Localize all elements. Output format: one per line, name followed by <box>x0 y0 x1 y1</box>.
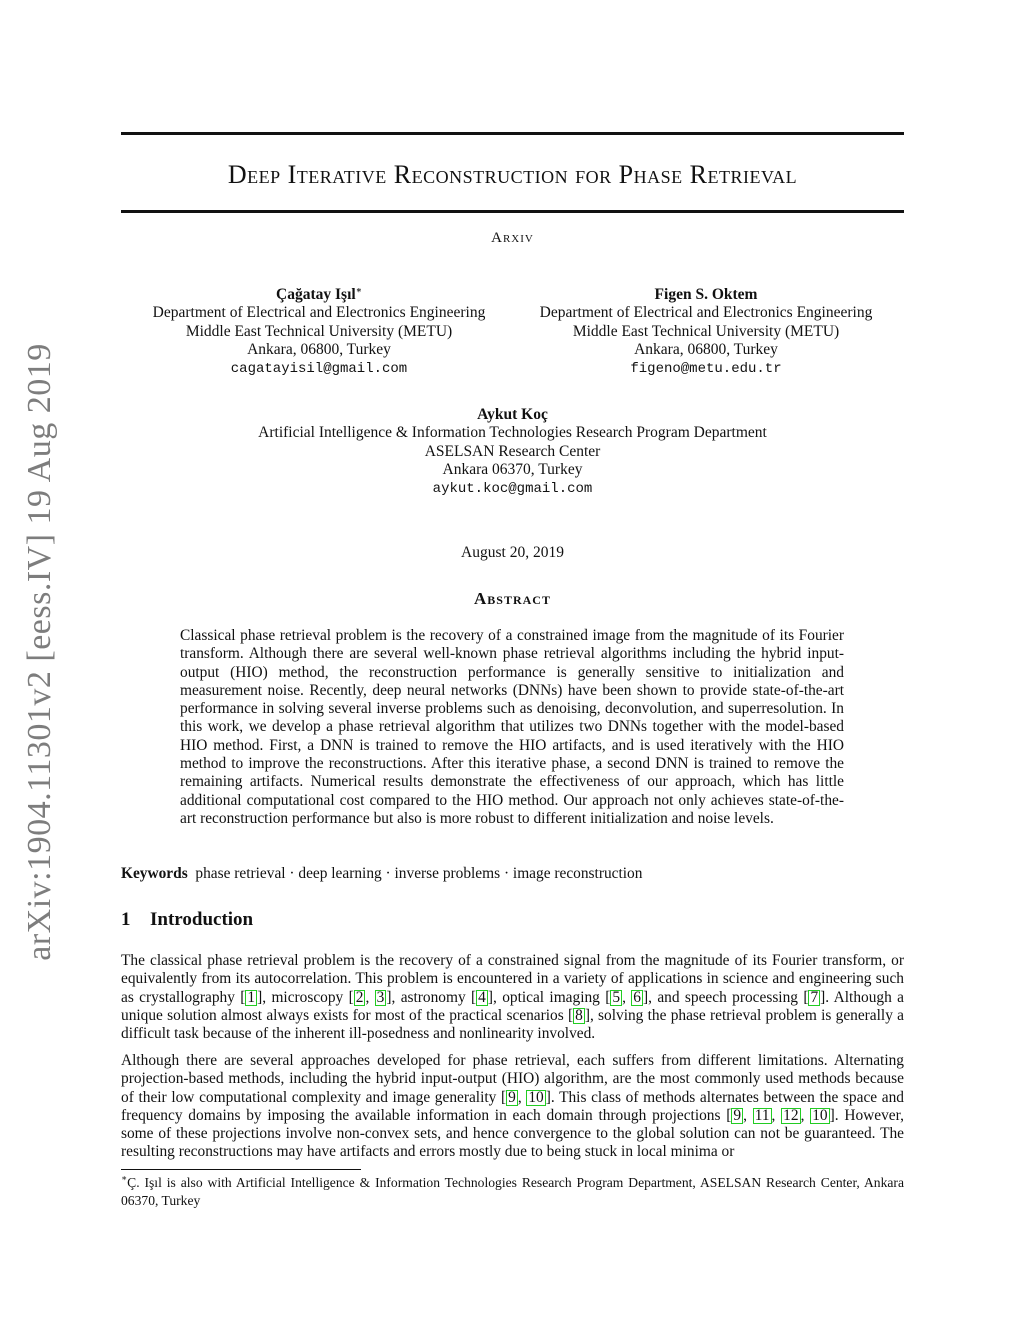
author-city: Ankara, 06800, Turkey <box>247 341 391 359</box>
title-top-rule <box>121 132 904 135</box>
abstract-heading: Abstract <box>474 589 551 608</box>
intro-paragraph-2: Although there are several approaches developed for phase retrieval, each suffers from different limitations. Alternating projection-based methods, including the hybrid input-output (HIO) algorithm, are the most commonly used methods because of their low computational complexity and image generality [ 9 , 10 ]. This class of methods alternates between the space and frequency domains by imposing the available information in each domain through projections [ 9 , 11 , 12 , 10 ]. However, some of these projections involve non-convex sets, and hence convergence to the global solution can not be guaranteed. The resulting reconstructions may have artifacts and errors mostly due to being stuck in local minima or <box>121 1052 904 1161</box>
author-dept: Department of Electrical and Electronics Engineering <box>152 304 486 322</box>
citation-link[interactable]: 5 <box>612 988 621 1006</box>
footnote-mark: ∗ <box>121 1173 128 1183</box>
keywords-list: phase retrieval · deep learning · inverse problems · image reconstruction <box>195 865 643 882</box>
author-name: Çağatay Işıl∗ <box>276 285 362 303</box>
author-block-1 <box>121 286 517 378</box>
title-bottom-rule <box>121 210 904 213</box>
citation-link[interactable]: 1 <box>247 988 256 1006</box>
author-city: Ankara 06370, Turkey <box>442 461 583 479</box>
citation-link[interactable]: 6 <box>633 988 641 1006</box>
footnote-text: Ç. Işıl is also with Artificial Intelligence & Information Technologies Research Program Department, ASELSAN Research Center, Ankara 06370, Turkey <box>121 1175 904 1208</box>
author-block-2 <box>508 286 904 378</box>
section-heading <box>121 909 253 931</box>
author-email[interactable]: cagatayisil@gmail.com <box>230 360 408 377</box>
citation-link[interactable]: 10 <box>812 1106 828 1124</box>
keywords-line <box>121 865 642 883</box>
citation-link[interactable]: 7 <box>810 988 819 1006</box>
intro-paragraph-1: The classical phase retrieval problem is the recovery of a constrained signal from the magnitude of its Fourier transform, or equivalently from its autocorrelation. This problem is encountered in a variety of applications in science and engineering such as crystallography [ 1 ], microscopy [ 2 , 3 ], astronomy [ 4 ], optical imaging [ 5 , 6 ], and speech processing [ 7 ]. Although a unique solution almost always exists for most of the practical scenarios [ 8 ], solving the phase retrieval problem is generally a difficult task because of the inherent ill-posedness and nonlinearity involved. <box>121 952 904 1043</box>
author-dept: Artificial Intelligence & Information Technologies Research Program Department <box>258 424 767 442</box>
author-dept: Department of Electrical and Electronics Engineering <box>539 304 873 322</box>
citation-link[interactable]: 11 <box>754 1106 770 1124</box>
citation-link[interactable]: 2 <box>355 988 364 1006</box>
author-email[interactable]: figeno@metu.edu.tr <box>630 360 782 377</box>
abstract-text: Classical phase retrieval problem is the recovery of a constrained image from the magnitude of its Fourier transform. Although there are several well-known phase retrieval algorithms including the hybrid input-output (HIO) method, the reconstruction performance is generally sensitive to initialization and measurement noise. Recently, deep neural networks (DNNs) have been shown to provide state-of-the-art performance in solving several inverse problems such as denoising, deconvolution, and superresolution. In this work, we develop a phase retrieval algorithm that utilizes two DNNs together with the model-based HIO method. First, a DNN is trained to remove the HIO artifacts, and is used iteratively with the HIO method to improve the reconstructions. After this iterative phase, a second DNN is trained to remove the remaining artifacts. Numerical results demonstrate the effectiveness of our approach, which has little additional computational cost compared to the HIO method. Our approach not only achieves state-of-the-art reconstruction performance but also is more robust to different initialization and noise levels. <box>180 627 844 827</box>
footnote-rule <box>121 1169 361 1170</box>
author-org: Middle East Technical University (METU) <box>185 322 453 340</box>
author-name: Aykut Koç <box>477 406 548 423</box>
citation-link[interactable]: 3 <box>376 988 385 1006</box>
section-title: Introduction <box>150 909 254 930</box>
footnote <box>121 1174 904 1210</box>
paper-date: August 20, 2019 <box>461 544 564 561</box>
author-block-3 <box>121 406 904 498</box>
citation-link[interactable]: 4 <box>478 988 486 1006</box>
author-name: Figen S. Oktem <box>654 286 758 303</box>
citation-link[interactable]: 10 <box>528 1088 544 1106</box>
author-org: Middle East Technical University (METU) <box>572 322 840 340</box>
citation-link[interactable]: 9 <box>508 1088 516 1106</box>
section-number: 1 <box>121 909 131 930</box>
venue-label: Arxiv <box>491 230 534 246</box>
author-city: Ankara, 06800, Turkey <box>634 341 778 359</box>
author-email[interactable]: aykut.koc@gmail.com <box>432 480 593 497</box>
arxiv-side-stamp: arXiv:1904.11301v2 [eess.IV] 19 Aug 2019 <box>21 343 58 961</box>
citation-link[interactable]: 8 <box>575 1006 583 1024</box>
citation-link[interactable]: 9 <box>733 1106 742 1124</box>
author-org: ASELSAN Research Center <box>424 442 601 460</box>
keywords-label: Keywords <box>121 865 188 882</box>
footnote-mark: ∗ <box>355 285 362 295</box>
paper-title: Deep Iterative Reconstruction for Phase Retrieval <box>227 160 798 189</box>
citation-link[interactable]: 12 <box>783 1106 799 1124</box>
